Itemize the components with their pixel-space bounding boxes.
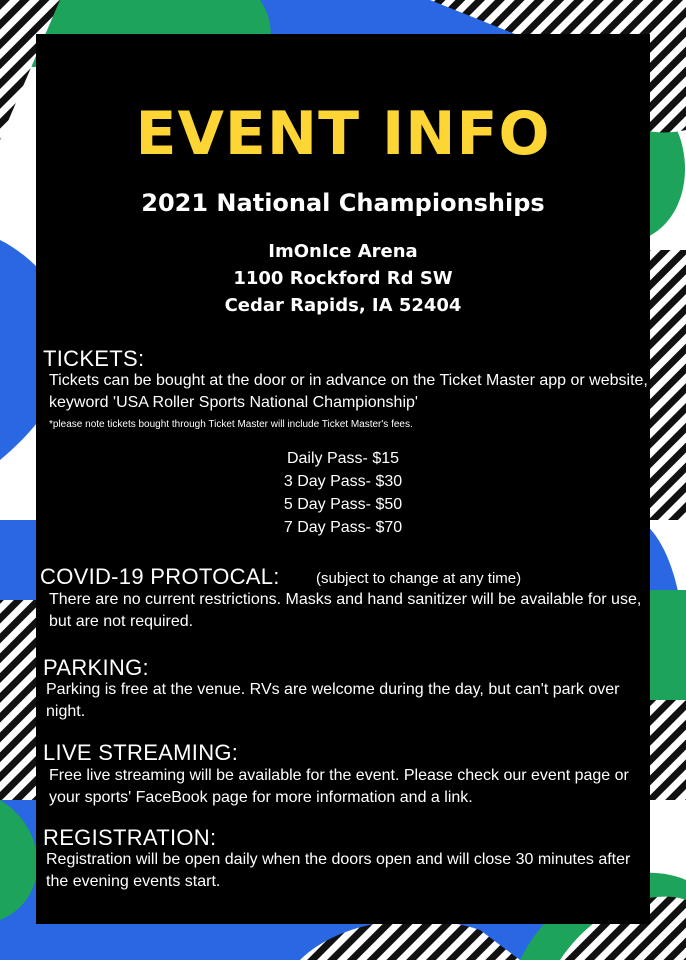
registration-heading: REGISTRATION: (43, 825, 217, 850)
tickets-text: Tickets can be bought at the door or in advance on the Ticket Master app or website, keyword 'USA Roller Sports National Championship' (49, 372, 648, 411)
venue-address (36, 238, 650, 319)
streaming-text: Free live streaming will be available for the event. Please check our event page or your sports' FaceBook page for more information and a link. (49, 767, 629, 806)
event-subtitle: 2021 National Championships (141, 189, 545, 217)
parking-text: Parking is free at the venue. RVs are welcome during the day, but can't park over night. (46, 681, 620, 720)
ticket-prices (36, 447, 650, 539)
venue-name: ImOnIce Arena (268, 241, 418, 262)
covid-subject-note: (subject to change at any time) (316, 570, 522, 587)
event-title: EVENT INFO (135, 99, 551, 169)
covid-heading: COVID-19 PROTOCAL: (40, 564, 280, 589)
info-panel (36, 34, 650, 924)
price-3-day: 3 Day Pass- $30 (283, 473, 403, 490)
venue-street: 1100 Rockford Rd SW (233, 268, 453, 289)
price-7-day: 7 Day Pass- $70 (283, 519, 403, 536)
registration-text: Registration will be open daily when the doors open and will close 30 minutes after the evening events start. (46, 851, 631, 890)
parking-heading: PARKING: (43, 655, 149, 680)
tickets-note: *please note tickets bought through Ticket Master will include Ticket Master's fees. (49, 419, 413, 430)
venue-city: Cedar Rapids, IA 52404 (224, 295, 462, 316)
price-5-day: 5 Day Pass- $50 (283, 496, 403, 513)
streaming-heading: LIVE STREAMING: (43, 740, 239, 765)
price-daily: Daily Pass- $15 (286, 450, 400, 467)
covid-text: There are no current restrictions. Masks and hand sanitizer will be available for use, but are not required. (49, 591, 642, 630)
tickets-heading: TICKETS: (43, 346, 145, 371)
